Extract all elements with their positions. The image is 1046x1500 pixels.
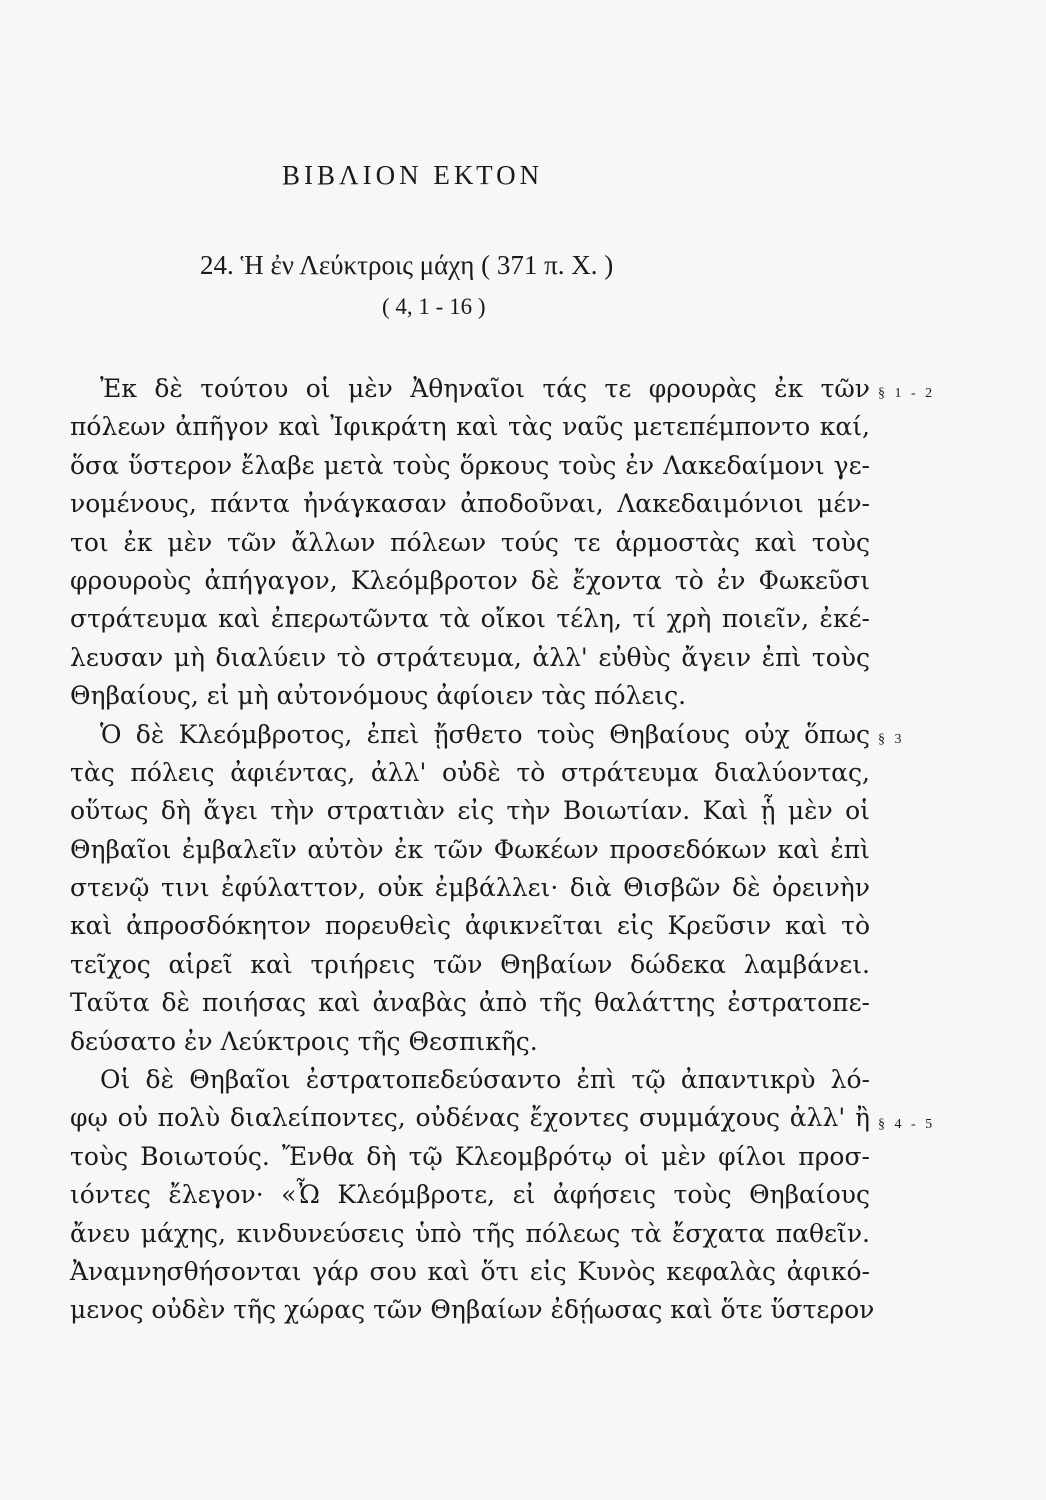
chapter-title: 24. Ἡ ἐν Λεύκτροις μάχη ( 371 π. Χ. ): [200, 250, 614, 280]
margin-note-section-4-5: § 4 - 5: [878, 1117, 936, 1132]
text-line: ιόντες ἔλεγον· «Ὦ Κλεόμβροτε, εἰ ἀφήσεις τοὺς Θηβαίους: [70, 1180, 870, 1210]
text-line: τοὺς Βοιωτούς. Ἔνθα δὴ τῷ Κλεομβρότῳ οἱ μὲν φίλοι προσ-: [70, 1141, 870, 1171]
text-line: Οἱ δὲ Θηβαῖοι ἐστρατοπεδεύσαντο ἐπὶ τῷ ἀπαντικρὺ λό-: [100, 1065, 870, 1095]
text-line: δεύσατο ἐν Λεύκτροις τῆς Θεσπικῆς.: [70, 1026, 538, 1056]
text-body: [70, 370, 875, 1330]
text-line: φῳ οὐ πολὺ διαλείποντες, οὐδένας ἔχοντες συμμάχους ἀλλ' ἢ: [70, 1103, 870, 1133]
text-line: φρουροὺς ἀπήγαγον, Κλεόμβροτον δὲ ἔχοντα τὸ ἐν Φωκεῦσι: [70, 565, 870, 595]
text-line: Ἐκ δὲ τούτου οἱ μὲν Ἀθηναῖοι τάς τε φρουρὰς ἐκ τῶν: [100, 374, 870, 403]
text-line: στενῷ τινι ἐφύλαττον, οὐκ ἐμβάλλει· διὰ Θισβῶν δὲ ὀρεινὴν: [70, 873, 870, 903]
text-line: μενος οὐδὲν τῆς χώρας τῶν Θηβαίων ἐδῄωσας καὶ ὅτε ὕστερον: [70, 1295, 875, 1325]
text-line: Θηβαῖοι ἐμβαλεῖν αὐτὸν ἐκ τῶν Φωκέων προσεδόκων καὶ ἐπὶ: [70, 834, 870, 864]
text-line: τεῖχος αἱρεῖ καὶ τριήρεις τῶν Θηβαίων δώδεκα λαμβάνει.: [70, 949, 870, 979]
text-line: Ὁ δὲ Κλεόμβροτος, ἐπεὶ ᾔσθετο τοὺς Θηβαίους οὐχ ὅπως: [100, 719, 870, 749]
text-line: καὶ ἀπροσδόκητον πορευθεὶς ἀφικνεῖται εἰς Κρεῦσιν καὶ τὸ: [70, 911, 870, 941]
margin-note-section-3: § 3: [878, 732, 905, 747]
text-line: ὅσα ὕστερον ἔλαβε μετὰ τοὺς ὅρκους τοὺς ἐν Λακεδαίμονι γε-: [70, 450, 870, 480]
book-heading: ΒΙΒΛΙΟΝ ΕΚΤΟΝ: [282, 160, 544, 190]
margin-note-section-1-2: § 1 - 2: [878, 386, 936, 401]
text-line: τὰς πόλεις ἀφιέντας, ἀλλ' οὐδὲ τὸ στράτευμα διαλύοντας,: [70, 757, 870, 787]
text-line: πόλεων ἀπῆγον καὶ Ἰφικράτη καὶ τὰς ναῦς μετεπέμποντο καί,: [70, 412, 870, 442]
paragraph-1: [70, 370, 870, 716]
chapter-reference: ( 4, 1 - 16 ): [382, 294, 486, 319]
text-line: τοι ἐκ μὲν τῶν ἄλλων πόλεων τούς τε ἁρμοστὰς καὶ τοὺς: [70, 527, 870, 557]
text-line: οὕτως δὴ ἄγει τὴν στρατιὰν εἰς τὴν Βοιωτίαν. Καὶ ᾗ μὲν οἱ: [70, 796, 870, 826]
text-line: λευσαν μὴ διαλύειν τὸ στράτευμα, ἀλλ' εὐθὺς ἄγειν ἐπὶ τοὺς: [70, 642, 870, 672]
text-line: ἄνευ μάχης, κινδυνεύσεις ὑπὸ τῆς πόλεως τὰ ἔσχατα παθεῖν.: [70, 1218, 870, 1248]
paragraph-2: [70, 716, 870, 1062]
text-line: Ἀναμνησθήσονται γάρ σου καὶ ὅτι εἰς Κυνὸς κεφαλὰς ἀφικό-: [70, 1256, 870, 1286]
paragraph-3: [70, 1061, 875, 1330]
text-line: νομένους, πάντα ἠνάγκασαν ἀποδοῦναι, Λακεδαιμόνιοι μέν-: [70, 489, 870, 519]
text-line: Ταῦτα δὲ ποιήσας καὶ ἀναβὰς ἀπὸ τῆς θαλάττης ἐστρατοπε-: [70, 988, 870, 1018]
text-line: στράτευμα καὶ ἐπερωτῶντα τὰ οἴκοι τέλη, τί χρὴ ποιεῖν, ἐκέ-: [70, 604, 870, 634]
text-line: Θηβαίους, εἰ μὴ αὐτονόμους ἀφίοιεν τὰς πόλεις.: [70, 681, 687, 711]
